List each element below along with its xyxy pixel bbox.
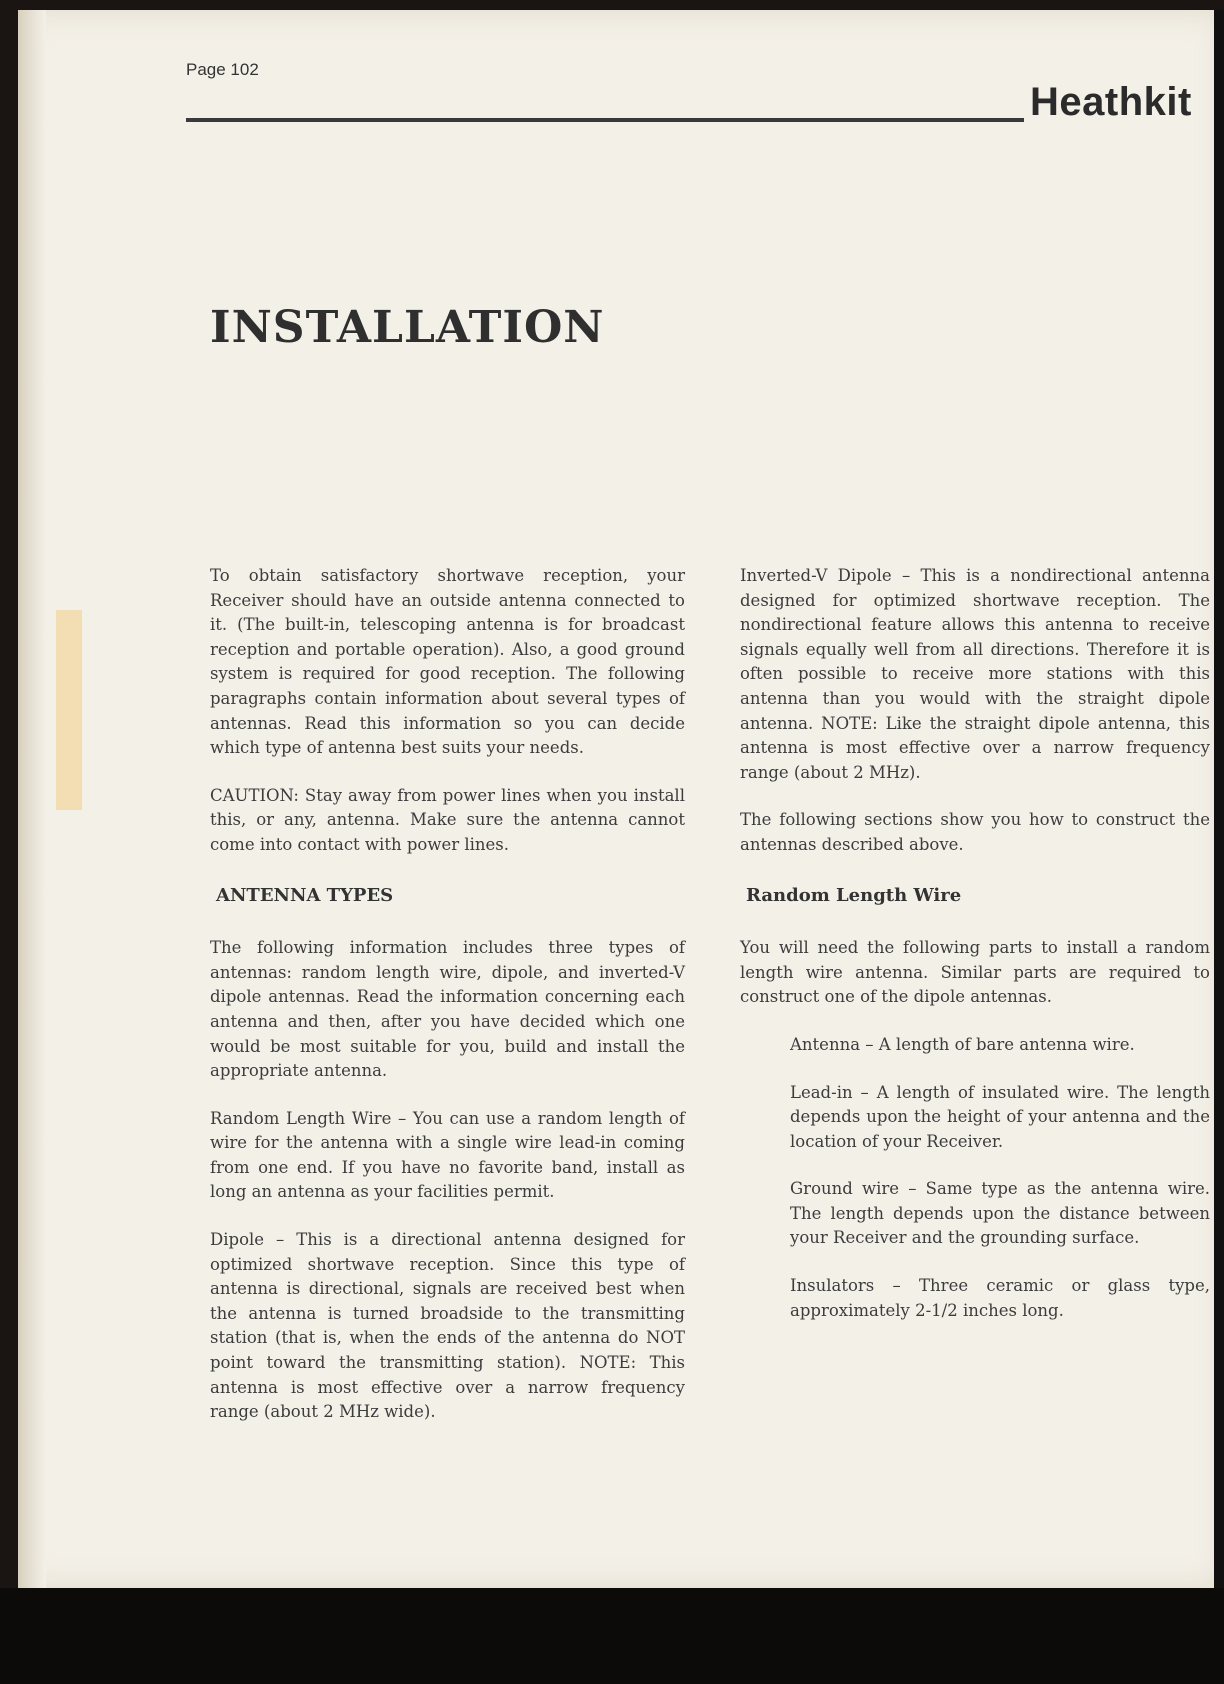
page-binding-edge bbox=[18, 10, 46, 1588]
page-title: INSTALLATION bbox=[210, 302, 605, 353]
section-heading-antenna-types: ANTENNA TYPES bbox=[216, 884, 394, 906]
random-wire-paragraph: Random Length Wire – You can use a random length of wire for the antenna with a single wire lead-in coming from one end. If you have no favorite band, install as long an antenna as your facilities permit. bbox=[210, 1108, 685, 1202]
part-item-insulators: Insulators – Three ceramic or glass type, approximately 2-1/2 inches long. bbox=[790, 1276, 1210, 1320]
inverted-v-paragraph: Inverted-V Dipole – This is a nondirectional antenna designed for optimized shortwave reception. The nondirectional feature allows this antenna to receive signals equally well from all directions. Therefore it is often possible to receive more stations with this antenna than you would with the straight dipole antenna. NOTE: Like the straight dipole antenna, this antenna is most effective over a narrow frequency range (about 2 MHz). bbox=[740, 566, 1210, 782]
parts-intro-paragraph: You will need the following parts to install a random length wire antenna. Similar parts are required to construct one of the dipole antennas. bbox=[740, 938, 1210, 1007]
page-number: Page 102 bbox=[186, 60, 259, 79]
dipole-paragraph: Dipole – This is a directional antenna designed for optimized shortwave reception. Since this type of antenna is directional, signals are received best when the antenna is turned broadside to the transmitting station (that is, when the ends of the antenna do NOT point toward the transmitting station). NOTE: This antenna is most effective over a narrow frequency range (about 2 MHz wide). bbox=[210, 1230, 685, 1422]
page-tab-strip bbox=[56, 610, 82, 810]
sections-intro-paragraph: The following sections show you how to construct the antennas described above. bbox=[740, 810, 1210, 854]
right-column bbox=[740, 564, 1210, 1346]
part-item-lead-in: Lead-in – A length of insulated wire. The length depends upon the height of your antenna and the location of your Receiver. bbox=[790, 1082, 1210, 1151]
part-item-antenna: Antenna – A length of bare antenna wire. bbox=[790, 1034, 1135, 1054]
page-right-edge bbox=[1214, 10, 1224, 1588]
part-item-ground-wire: Ground wire – Same type as the antenna wire. The length depends upon the distance between your Receiver and the grounding surface. bbox=[790, 1179, 1210, 1248]
types-intro-paragraph: The following information includes three types of antennas: random length wire, dipole, and inverted-V dipole antennas. Read the information concerning each antenna and then, after you have decided which one would be most suitable for you, build and install the appropriate antenna. bbox=[210, 938, 685, 1081]
caution-paragraph: CAUTION: Stay away from power lines when you install this, or any, antenna. Make sure the antenna cannot come into contact with power lines. bbox=[210, 785, 685, 854]
header-rule bbox=[186, 118, 1024, 122]
section-heading-random-length-wire: Random Length Wire bbox=[746, 884, 962, 906]
left-column bbox=[210, 564, 685, 1448]
intro-paragraph: To obtain satisfactory shortwave reception, your Receiver should have an outside antenna connected to it. (The built-in, telescoping antenna is for broadcast reception and portable operation). Also, a good ground system is required for good reception. The following paragraphs contain information about several types of antennas. Read this information so you can decide which type of antenna best suits your needs. bbox=[210, 566, 685, 758]
scan-bottom-border bbox=[0, 1588, 1224, 1684]
brand-logo: Heathkit bbox=[1030, 80, 1192, 124]
